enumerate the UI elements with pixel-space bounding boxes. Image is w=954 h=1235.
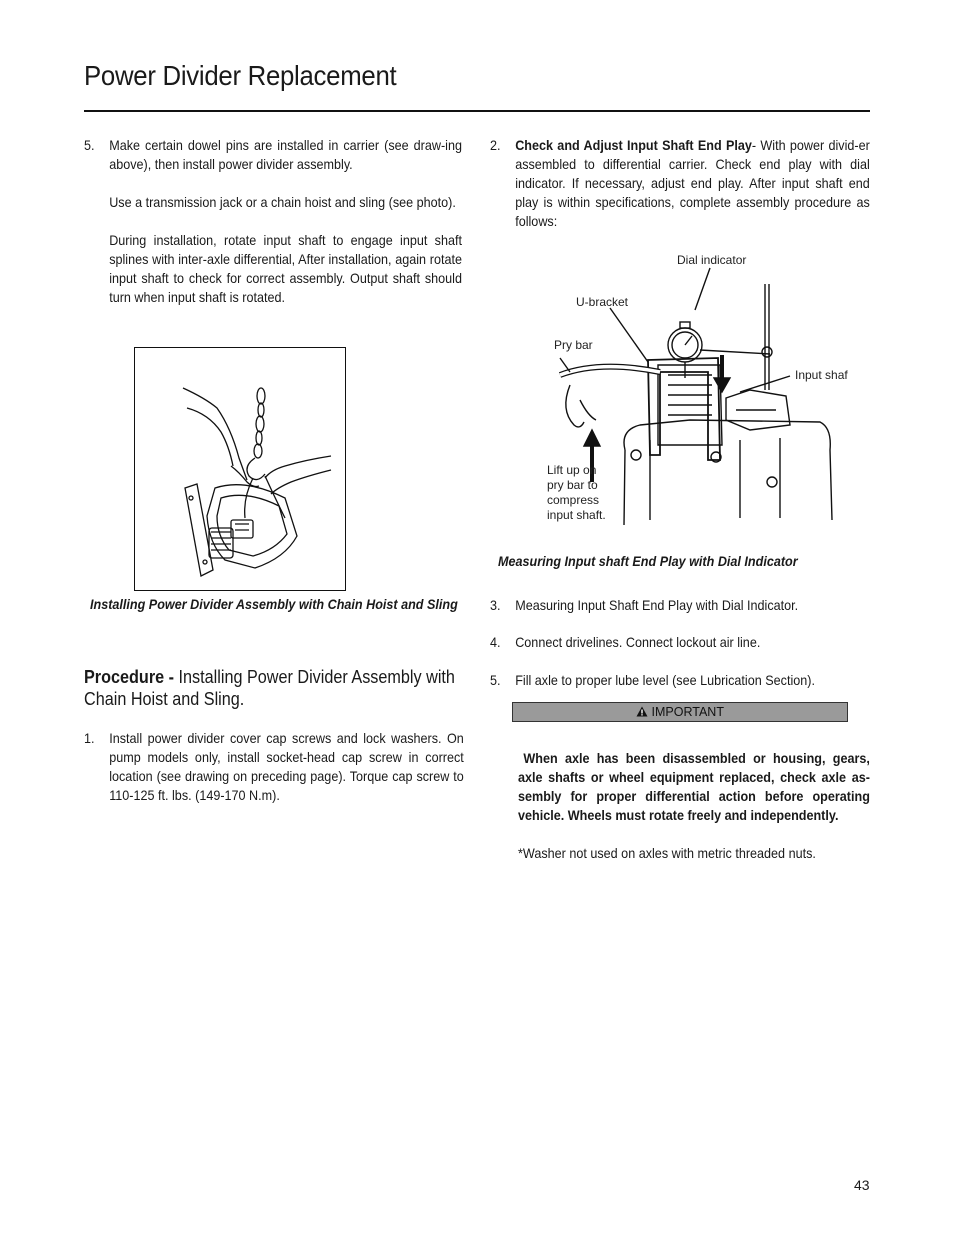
right-steps-3-5 xyxy=(490,596,870,690)
label-lift-3: compress xyxy=(547,493,600,507)
step-number: 1. xyxy=(84,730,95,746)
diagram-caption: Measuring Input shaft End Play with Dial Indicator xyxy=(498,553,798,569)
warning-block xyxy=(518,749,870,863)
step5-text: Fill axle to proper lube level (see Lubrication Section). xyxy=(515,672,815,688)
warning-triangle-icon xyxy=(636,706,648,717)
step5-paragraph-2: Use a transmission jack or a chain hoist and sling (see photo). xyxy=(109,194,456,210)
left-step-1-block xyxy=(84,729,464,805)
page-number: 43 xyxy=(854,1177,870,1193)
step4-text: Connect drivelines. Connect lockout air line. xyxy=(515,634,761,650)
step-number: 4. xyxy=(490,634,501,650)
right-step-4 xyxy=(490,633,870,652)
procedure-block xyxy=(84,666,464,710)
chain-hoist-figure xyxy=(134,347,346,591)
chain-hoist-illustration xyxy=(135,348,345,590)
important-label: IMPORTANT xyxy=(651,705,724,719)
step5-paragraph-3: During installation, rotate input shaft to engage input shaft splines with inter-axle differential, After installation, again rotate input shaft to check for correct assembly. Output shaft should turn when input shaft is rotated. xyxy=(109,232,462,305)
right-step-3 xyxy=(490,596,870,615)
step-number: 5. xyxy=(490,672,501,688)
step-number: 5. xyxy=(84,137,95,153)
left-column xyxy=(84,136,504,307)
figure-caption: Installing Power Divider Assembly with Chain Hoist and Sling xyxy=(90,596,458,612)
right-step-2-block xyxy=(490,136,870,231)
left-step-1 xyxy=(84,729,464,805)
procedure-label: Procedure - xyxy=(84,667,179,687)
step-number: 2. xyxy=(490,137,501,153)
right-step-2 xyxy=(490,136,870,231)
dial-indicator-diagram xyxy=(540,250,870,550)
diagram-caption-block xyxy=(498,552,870,571)
right-step-5 xyxy=(490,671,870,690)
step2-heading: Check and Adjust Input Shaft End Play xyxy=(515,137,752,153)
step2-text: - With power divid-er assembled to differential carrier. Check end play with dial indicator. If necessary, adjust end play. After input shaft end play is within specifications, complete assembly procedure as follows: xyxy=(515,137,870,229)
procedure-heading xyxy=(84,666,462,710)
label-u-bracket: U-bracket xyxy=(576,295,629,309)
label-lift-1: Lift up on xyxy=(547,463,597,477)
label-lift-4: input shaft. xyxy=(547,508,606,522)
step-number: 3. xyxy=(490,597,501,613)
left-step-5 xyxy=(84,136,462,307)
label-dial-indicator: Dial indicator xyxy=(677,253,747,267)
label-lift-2: pry bar to xyxy=(547,478,598,492)
title-rule xyxy=(84,110,870,112)
label-input-shaft: Input shaf xyxy=(795,368,848,382)
label-pry-bar: Pry bar xyxy=(554,338,593,352)
step3-text: Measuring Input Shaft End Play with Dial Indicator. xyxy=(515,597,799,613)
step1-text: Install power divider cover cap screws and lock washers. On pump models only, install socket-head cap screw in correct location (see drawing on preceding page). Torque cap screw to 110-125 ft. lbs. (149-170 N.m). xyxy=(109,730,464,803)
footnote: *Washer not used on axles with metric threaded nuts. xyxy=(518,845,816,861)
left-figure-caption-block xyxy=(90,595,462,614)
page-title: Power Divider Replacement xyxy=(84,60,397,91)
step5-paragraph-1: Make certain dowel pins are installed in carrier (see draw-ing above), then install power divider assembly. xyxy=(109,137,462,172)
warning-text: When axle has been disassembled or housing, gears, axle shafts or wheel equipment replaced, check axle as-sembly for proper differential action before operating vehicle. Wheels must rotate freely and independently. xyxy=(518,750,870,823)
procedure-text: Installing Power Divider Assembly with Chain Hoist and Sling. xyxy=(84,667,455,709)
important-banner xyxy=(512,702,848,722)
